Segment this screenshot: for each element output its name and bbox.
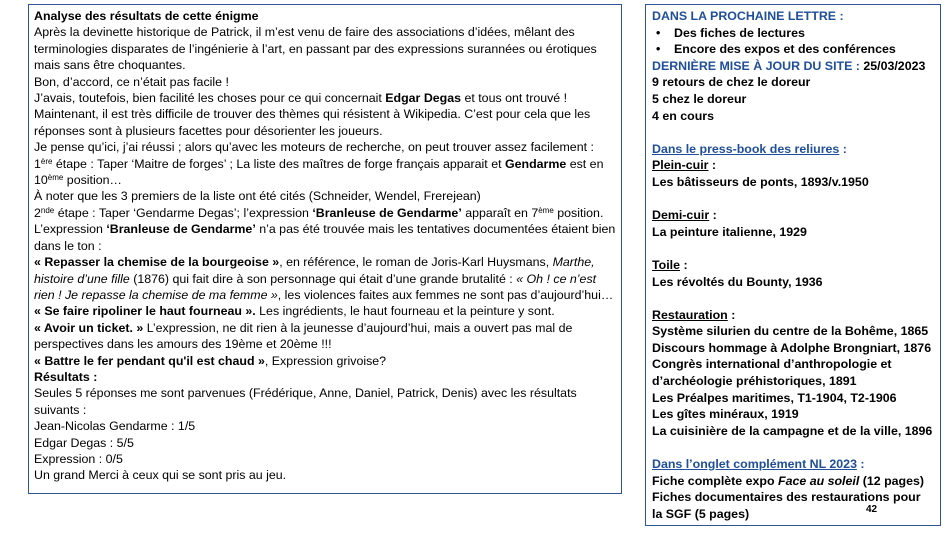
result-line: Jean-Nicolas Gendarme : 1/5 — [34, 419, 196, 434]
text-bold: ‘Branleuse de Gendarme’ — [106, 222, 256, 237]
onglet-heading — [652, 456, 934, 473]
paragraph — [34, 353, 616, 369]
text: , Expression grivoise? — [264, 353, 387, 368]
superscript: ème — [47, 173, 64, 183]
list-item: Les révoltés du Bounty, 1936 — [652, 274, 823, 289]
list-item: Fiches documentaires des restaurations pour la SGF (5 pages) — [652, 490, 921, 521]
list-item: Les bâtisseurs de ponts, 1893/v.1950 — [652, 174, 869, 189]
paragraph — [34, 254, 616, 303]
text: apparaît en 7 — [461, 205, 539, 220]
text: Les ingrédients, le haut fourneau et la peinture y sont. — [255, 304, 555, 319]
text: J’avais, toutefois, bien facilité les choses pour ce qui concernait — [34, 91, 386, 106]
colon: : — [708, 158, 717, 173]
text-italic: Marthe, histoire d’une fille — [34, 255, 595, 286]
list-item: Système silurien du centre de la Bohême, 1865 — [652, 324, 929, 339]
text: et tous ont trouvé ! — [461, 91, 568, 106]
colon: : — [727, 307, 736, 322]
plein-cuir-heading — [652, 157, 934, 174]
text: (1876) qui fait dire à son personnage qui était d’une grande brutalité : — [129, 271, 517, 286]
stat-line: 4 en cours — [652, 108, 714, 123]
text-bold: ‘Branleuse de Gendarme’ — [312, 205, 462, 220]
paragraph: Après la devinette historique de Patrick, il m’est venu de faire des associations d’idées, mêlant des terminologies disparates de l’ingénierie à l’art, en passant par des expressions surannées ou érotiques mais sans être choquantes. — [34, 25, 597, 73]
list-item: Les gîtes minéraux, 1919 — [652, 407, 799, 422]
section-label: Demi-cuir — [652, 208, 710, 223]
colon: : — [680, 257, 688, 272]
text: étape : Taper ‘Gendarme Degas’; l’expression — [54, 205, 313, 220]
text: L’expression — [34, 222, 107, 237]
list-item: • Des fiches de lectures — [656, 25, 934, 42]
text-italic: Face au soleil — [778, 473, 860, 488]
text: 2 — [34, 205, 41, 220]
text-bold: Edgar Degas — [385, 91, 462, 106]
stat-line: 5 chez le doreur — [652, 91, 747, 106]
paragraph: Un grand Merci à ceux qui se sont pris au jeu. — [34, 468, 287, 483]
colon: : — [839, 141, 847, 156]
superscript: ème — [538, 205, 554, 215]
superscript: nde — [40, 205, 55, 215]
text: est en 10 — [34, 156, 604, 188]
paragraph: Seules 5 réponses me sont parvenues (Frédérique, Anne, Daniel, Patrick, Denis) avec les résultats suivants : — [34, 386, 577, 417]
text: 1 — [34, 156, 41, 171]
text: , en référence, le roman de Joris-Karl Huysmans, — [279, 255, 553, 270]
section-label: Toile — [652, 257, 680, 272]
text-bold: « Avoir un ticket. » — [34, 320, 144, 335]
last-update-date: 25/03/2023 — [863, 58, 926, 73]
paragraph: À noter que les 3 premiers de la liste ont été cités (Schneider, Wendel, Frerejean) — [34, 189, 481, 204]
text-bold: « Repasser la chemise de la bourgeoise » — [34, 255, 280, 270]
text-bold: « Se faire ripoliner le haut fourneau ». — [34, 304, 256, 319]
text: L’expression, ne dit rien à la jeunesse d’aujourd’hui, mais a ouvert pas mal de perspectives dans les amours des 19ème et 20ème !!! — [34, 320, 573, 352]
text: , les violences faites aux femmes ne sont pas d’aujourd’hui… — [277, 287, 614, 302]
results-heading: Résultats : — [34, 369, 98, 384]
toile-heading — [652, 257, 934, 274]
press-book-link[interactable]: Dans le press-book des reliures — [652, 141, 840, 156]
colon: : — [709, 208, 717, 223]
list-item: La cuisinière de la campagne et de la ville, 1896 — [652, 423, 933, 438]
list-item: Discours hommage à Adolphe Brongniart, 1876 — [652, 340, 932, 355]
next-letter-title: DANS LA PROCHAINE LETTRE : — [652, 9, 844, 23]
text: n’a pas été trouvée mais les tentatives documentées étaient bien dans le ton : — [34, 222, 616, 253]
list-item: Congrès international d’anthropologie et d’archéologie préhistoriques, 1891 — [652, 357, 892, 389]
list-item: La peinture italienne, 1929 — [652, 224, 807, 239]
list-item — [652, 473, 934, 490]
superscript: ère — [40, 156, 53, 166]
paragraph: Bon, d’accord, ce n’était pas facile ! — [34, 74, 229, 89]
onglet-link[interactable]: Dans l’onglet complément NL 2023 — [652, 457, 857, 472]
text: position… — [63, 173, 122, 188]
text: position. — [553, 205, 604, 220]
last-update-label: DERNIÈRE MISE À JOUR DU SITE : — [652, 58, 864, 73]
paragraph — [34, 320, 616, 353]
demi-cuir-heading — [652, 207, 934, 224]
paragraph — [34, 303, 616, 319]
paragraph — [34, 156, 616, 189]
paragraph: Maintenant, il est très difficile de trouver des thèmes qui résistent à Wikipedia. C’est pour cela que les réponses sont à plusieurs facettes pour désorienter les joueurs. — [34, 107, 591, 138]
list-item: • Encore des expos et des conférences — [656, 41, 934, 58]
text: étape : Taper ‘Maitre de forges’ ; La liste des maîtres de forge français apparait et — [52, 156, 505, 171]
section-label: Plein-cuir — [652, 158, 709, 173]
stat-line: 9 retours de chez le doreur — [652, 75, 811, 90]
paragraph — [34, 90, 616, 106]
list-item: Les Préalpes maritimes, T1-1904, T2-1906 — [652, 390, 897, 405]
text-bold: Gendarme — [504, 156, 567, 171]
analysis-title: Analyse des résultats de cette énigme — [34, 9, 259, 23]
text: (12 pages) — [859, 473, 925, 488]
text-bold: « Battre le fer pendant qu'il est chaud » — [34, 353, 265, 368]
next-letter-list — [652, 25, 934, 58]
last-update-line — [652, 58, 934, 75]
section-label: Restauration — [652, 307, 728, 322]
text: Fiche complète expo — [652, 473, 779, 488]
result-line: Expression : 0/5 — [34, 451, 123, 466]
result-line: Edgar Degas : 5/5 — [34, 435, 134, 450]
press-book-heading — [652, 141, 934, 158]
paragraph: Je pense qu’ici, j’ai réussi ; alors qu’avec les moteurs de recherche, on peut trouver assez facilement : — [34, 140, 594, 155]
text-italic: « Oh ! ce n’est rien ! Je repasse la chemise de ma femme » — [34, 271, 597, 302]
colon: : — [856, 457, 865, 472]
paragraph — [34, 221, 616, 254]
restauration-heading — [652, 307, 934, 324]
page-number: 42 — [866, 504, 878, 515]
paragraph — [34, 205, 616, 221]
enigma-analysis-box — [28, 4, 622, 494]
news-sidebar-box — [645, 4, 941, 526]
